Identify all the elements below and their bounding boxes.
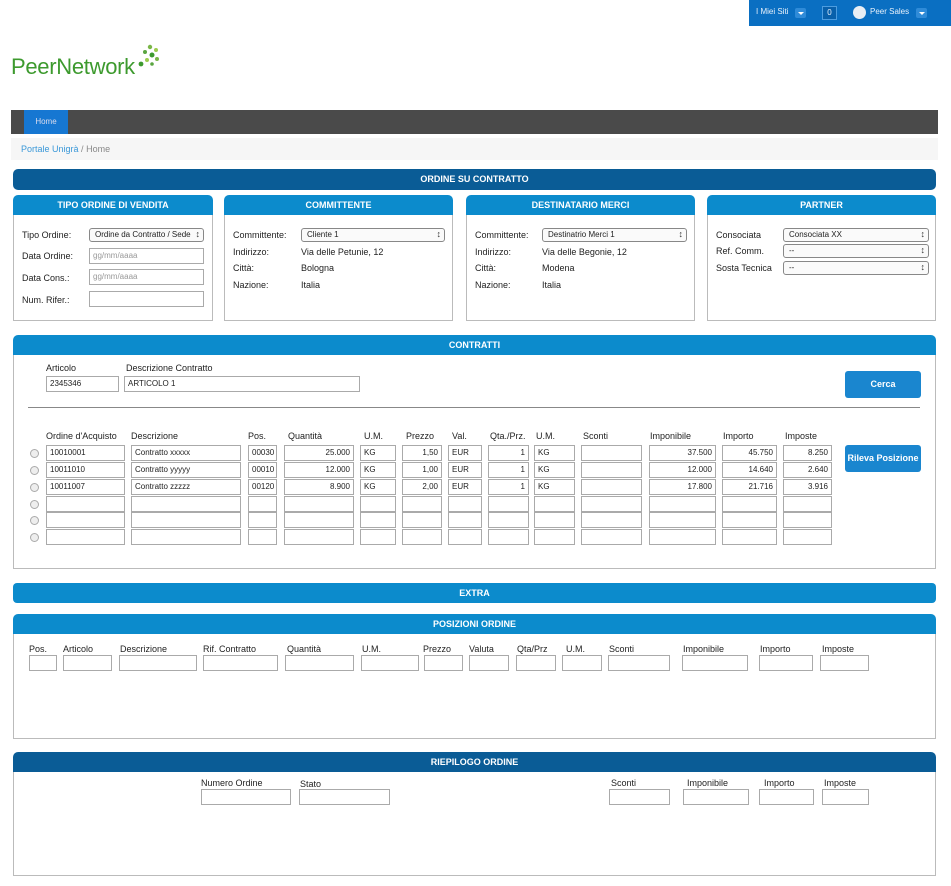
column-header-purchase-order: Ordine d'Acquisto <box>46 431 117 441</box>
breadcrumb <box>11 138 938 160</box>
contract-cell-discounts[interactable] <box>581 512 642 528</box>
contract-cell-taxable[interactable]: 12.000 <box>649 462 716 478</box>
row-select-radio[interactable] <box>30 449 39 458</box>
contract-cell-currency[interactable]: EUR <box>448 445 482 461</box>
position-header-discounts: Sconti <box>609 644 635 654</box>
contract-cell-position[interactable] <box>248 496 277 512</box>
contract-cell-price[interactable]: 1,00 <box>402 462 442 478</box>
position-header-amount: Importo <box>760 644 791 654</box>
contract-cell-qty-per-price[interactable] <box>488 496 529 512</box>
position-input-description[interactable] <box>119 655 197 671</box>
contract-cell-description[interactable]: Contratto xxxxx <box>131 445 241 461</box>
contract-cell-quantity[interactable] <box>284 529 354 545</box>
order-type-header: TIPO ORDINE DI VENDITA <box>13 195 213 215</box>
column-header-price: Prezzo <box>406 431 435 441</box>
search-button[interactable]: Cerca <box>845 371 921 398</box>
recipient-header: DESTINATARIO MERCI <box>466 195 695 215</box>
commercial-ref-select[interactable]: -- ↕ <box>783 244 929 258</box>
leaf-logo-icon <box>137 42 161 70</box>
customer-city-value: Bologna <box>301 263 335 273</box>
contract-cell-price-unit[interactable]: KG <box>534 462 575 478</box>
contract-cell-unit[interactable] <box>360 529 396 545</box>
contract-cell-discounts[interactable] <box>581 529 642 545</box>
contract-cell-purchase-order[interactable]: 10011010 <box>46 462 125 478</box>
position-header-article: Articolo <box>63 644 94 654</box>
contract-cell-taxes[interactable] <box>783 496 832 512</box>
contract-cell-taxable[interactable] <box>649 496 716 512</box>
extra-header[interactable]: EXTRA <box>13 583 936 603</box>
summary-taxes-input[interactable] <box>822 789 869 805</box>
contract-cell-amount[interactable] <box>722 512 777 528</box>
notification-count[interactable]: 0 <box>822 6 837 20</box>
contract-cell-price[interactable] <box>402 529 442 545</box>
position-header-position: Pos. <box>29 644 48 654</box>
customer-country-value: Italia <box>301 280 321 290</box>
delivery-date-label: Data Cons.: <box>22 273 70 283</box>
contract-cell-amount[interactable]: 21.716 <box>722 479 777 495</box>
contract-cell-quantity[interactable] <box>284 512 354 528</box>
column-header-price-unit: U.M. <box>536 431 555 441</box>
contract-cell-discounts[interactable] <box>581 479 642 495</box>
contract-cell-currency[interactable]: EUR <box>448 462 482 478</box>
contract-cell-currency[interactable] <box>448 529 482 545</box>
summary-amount-label: Importo <box>764 778 795 788</box>
column-header-position: Pos. <box>248 431 267 441</box>
position-header-taxable: Imponibile <box>683 644 725 654</box>
position-input-quantity[interactable] <box>285 655 354 671</box>
contract-cell-position[interactable]: 00010 <box>248 462 277 478</box>
position-header-taxes: Imposte <box>822 644 855 654</box>
recipient-address-label: Indirizzo: <box>475 247 512 257</box>
recipient-label: Committente: <box>475 230 529 240</box>
position-input-price[interactable] <box>424 655 463 671</box>
position-input-discounts[interactable] <box>608 655 670 671</box>
article-input[interactable]: 2345346 <box>46 376 119 392</box>
contract-cell-unit[interactable]: KG <box>360 462 396 478</box>
subsidiary-label: Consociata <box>716 230 762 240</box>
position-input-amount[interactable] <box>759 655 813 671</box>
contract-cell-taxes[interactable] <box>783 529 832 545</box>
row-select-radio[interactable] <box>30 533 39 542</box>
contract-cell-taxes[interactable]: 2.640 <box>783 462 832 478</box>
detect-position-button[interactable]: Rileva Posizione <box>845 445 921 472</box>
contract-cell-description[interactable]: Contratto yyyyy <box>131 462 241 478</box>
contracts-divider <box>28 407 920 408</box>
position-header-currency: Valuta <box>469 644 494 654</box>
row-select-radio[interactable] <box>30 500 39 509</box>
contract-cell-qty-per-price[interactable] <box>488 529 529 545</box>
contract-cell-qty-per-price[interactable]: 1 <box>488 445 529 461</box>
contract-cell-taxable[interactable] <box>649 529 716 545</box>
contract-cell-price-unit[interactable]: KG <box>534 479 575 495</box>
position-header-qty-per-price: Qta/Prz <box>517 644 548 654</box>
column-header-qty-per-price: Qta./Prz. <box>490 431 526 441</box>
breadcrumb-separator: / <box>81 144 84 154</box>
contracts-header: CONTRATTI <box>13 335 936 355</box>
status-label: Stato <box>300 779 322 789</box>
column-header-amount: Importo <box>723 431 754 441</box>
order-number-label: Numero Ordine <box>201 778 263 788</box>
position-input-taxable[interactable] <box>682 655 748 671</box>
logo[interactable]: PeerNetwork <box>11 54 135 79</box>
technical-stop-select[interactable]: -- ↕ <box>783 261 929 275</box>
contract-cell-price[interactable]: 2,00 <box>402 479 442 495</box>
position-header-description: Descrizione <box>120 644 168 654</box>
column-header-taxes: Imposte <box>785 431 818 441</box>
column-header-taxable: Imponibile <box>650 431 692 441</box>
recipient-city-label: Città: <box>475 263 497 273</box>
contract-cell-qty-per-price[interactable] <box>488 512 529 528</box>
avatar <box>853 6 866 19</box>
contract-cell-price-unit[interactable]: KG <box>534 445 575 461</box>
contract-cell-qty-per-price[interactable]: 1 <box>488 462 529 478</box>
customer-header: COMMITTENTE <box>224 195 453 215</box>
position-input-qty-per-price[interactable] <box>516 655 556 671</box>
recipient-city-value: Modena <box>542 263 575 273</box>
recipient-country-value: Italia <box>542 280 562 290</box>
column-header-unit: U.M. <box>364 431 383 441</box>
contract-cell-currency[interactable] <box>448 496 482 512</box>
summary-discounts-input[interactable] <box>609 789 670 805</box>
contract-cell-purchase-order[interactable] <box>46 496 125 512</box>
order-date-label: Data Ordine: <box>22 251 74 261</box>
column-header-currency: Val. <box>452 431 467 441</box>
contract-description-input[interactable]: ARTICOLO 1 <box>124 376 360 392</box>
customer-country-label: Nazione: <box>233 280 269 290</box>
contract-cell-purchase-order[interactable] <box>46 512 125 528</box>
position-input-article[interactable] <box>63 655 112 671</box>
contract-cell-discounts[interactable] <box>581 462 642 478</box>
column-header-quantity: Quantità <box>288 431 323 441</box>
summary-amount-input[interactable] <box>759 789 814 805</box>
contract-cell-taxes[interactable]: 8.250 <box>783 445 832 461</box>
breadcrumb-root-link[interactable]: Portale Unigrà <box>21 144 79 154</box>
customer-city-label: Città: <box>233 263 255 273</box>
status-input[interactable] <box>299 789 390 805</box>
position-header-unit: U.M. <box>362 644 381 654</box>
my-sites-menu[interactable]: I Miei Siti <box>756 7 789 16</box>
position-input-position[interactable] <box>29 655 57 671</box>
chevron-down-icon[interactable] <box>795 8 806 18</box>
technical-stop-label: Sosta Tecnica <box>716 263 772 273</box>
contract-cell-quantity[interactable]: 25.000 <box>284 445 354 461</box>
contract-cell-amount[interactable]: 45.750 <box>722 445 777 461</box>
contract-cell-purchase-order[interactable] <box>46 529 125 545</box>
contract-cell-position[interactable]: 00120 <box>248 479 277 495</box>
recipient-address-value: Via delle Begonie, 12 <box>542 247 627 257</box>
contract-cell-description[interactable] <box>131 529 241 545</box>
contract-cell-unit[interactable]: KG <box>360 479 396 495</box>
contract-cell-position[interactable] <box>248 512 277 528</box>
commercial-ref-label: Ref. Comm. <box>716 246 765 256</box>
article-label: Articolo <box>46 363 77 373</box>
order-number-input[interactable] <box>201 789 291 805</box>
contract-cell-unit[interactable] <box>360 496 396 512</box>
order-type-select[interactable]: Ordine da Contratto / Sede ↕ <box>89 228 204 242</box>
order-summary-panel <box>13 772 936 876</box>
contract-cell-price[interactable] <box>402 496 442 512</box>
contract-cell-price[interactable] <box>402 512 442 528</box>
breadcrumb-current: Home <box>86 144 111 154</box>
column-header-discounts: Sconti <box>583 431 609 441</box>
row-select-radio[interactable] <box>30 516 39 525</box>
reference-number-label: Num. Rifer.: <box>22 295 70 305</box>
contract-cell-description[interactable] <box>131 512 241 528</box>
order-date-input[interactable]: gg/mm/aaaa <box>89 248 204 264</box>
contract-cell-taxes[interactable] <box>783 512 832 528</box>
contract-cell-amount[interactable] <box>722 529 777 545</box>
contract-cell-unit[interactable] <box>360 512 396 528</box>
order-summary-header: RIEPILOGO ORDINE <box>13 752 936 772</box>
summary-taxable-label: Imponibile <box>687 778 729 788</box>
summary-discounts-label: Sconti <box>611 778 637 788</box>
contract-cell-unit[interactable]: KG <box>360 445 396 461</box>
recipient-select[interactable]: Destinatrio Merci 1 ↕ <box>542 228 687 242</box>
contract-cell-quantity[interactable]: 12.000 <box>284 462 354 478</box>
customer-address-label: Indirizzo: <box>233 247 270 257</box>
contract-cell-price-unit[interactable] <box>534 496 575 512</box>
contract-cell-discounts[interactable] <box>581 496 642 512</box>
customer-select[interactable]: Cliente 1 ↕ <box>301 228 445 242</box>
contract-cell-currency[interactable] <box>448 512 482 528</box>
position-input-currency[interactable] <box>469 655 509 671</box>
delivery-date-input[interactable]: gg/mm/aaaa <box>89 269 204 285</box>
order-section-header: ORDINE SU CONTRATTO <box>13 169 936 190</box>
contract-cell-quantity[interactable] <box>284 496 354 512</box>
partner-header: PARTNER <box>707 195 936 215</box>
chevron-down-icon[interactable] <box>916 8 927 18</box>
contract-cell-purchase-order[interactable]: 10011007 <box>46 479 125 495</box>
position-header-quantity: Quantità <box>287 644 322 654</box>
subsidiary-select[interactable]: Consociata XX ↕ <box>783 228 929 242</box>
contract-description-label: Descrizione Contratto <box>126 363 213 373</box>
contract-cell-quantity[interactable]: 8.900 <box>284 479 354 495</box>
position-input-price-unit[interactable] <box>562 655 602 671</box>
customer-address-value: Via delle Petunie, 12 <box>301 247 384 257</box>
contract-cell-taxes[interactable]: 3.916 <box>783 479 832 495</box>
contract-cell-position[interactable]: 00030 <box>248 445 277 461</box>
row-select-radio[interactable] <box>30 466 39 475</box>
reference-number-input[interactable] <box>89 291 204 307</box>
contract-cell-price-unit[interactable] <box>534 529 575 545</box>
contract-cell-description[interactable] <box>131 496 241 512</box>
order-positions-header: POSIZIONI ORDINE <box>13 614 936 634</box>
row-select-radio[interactable] <box>30 483 39 492</box>
position-header-price-unit: U.M. <box>566 644 585 654</box>
position-input-unit[interactable] <box>361 655 419 671</box>
top-bar <box>749 0 951 26</box>
position-header-contract-ref: Rif. Contratto <box>203 644 257 654</box>
contract-cell-amount[interactable] <box>722 496 777 512</box>
contract-cell-amount[interactable]: 14.640 <box>722 462 777 478</box>
contract-cell-taxable[interactable] <box>649 512 716 528</box>
contract-cell-qty-per-price[interactable]: 1 <box>488 479 529 495</box>
contract-cell-purchase-order[interactable]: 10010001 <box>46 445 125 461</box>
position-input-taxes[interactable] <box>820 655 869 671</box>
contract-cell-price-unit[interactable] <box>534 512 575 528</box>
contract-cell-discounts[interactable] <box>581 445 642 461</box>
contract-cell-currency[interactable]: EUR <box>448 479 482 495</box>
summary-taxable-input[interactable] <box>683 789 749 805</box>
main-nav <box>11 110 938 134</box>
summary-taxes-label: Imposte <box>824 778 857 788</box>
recipient-country-label: Nazione: <box>475 280 511 290</box>
order-type-label: Tipo Ordine: <box>22 230 72 240</box>
user-menu[interactable]: Peer Sales <box>870 7 910 16</box>
contract-cell-position[interactable] <box>248 529 277 545</box>
nav-home-tab[interactable]: Home <box>24 110 68 134</box>
position-header-price: Prezzo <box>423 644 452 654</box>
column-header-description: Descrizione <box>131 431 179 441</box>
contract-cell-price[interactable]: 1,50 <box>402 445 442 461</box>
position-input-contract-ref[interactable] <box>203 655 278 671</box>
contract-cell-description[interactable]: Contratto zzzzz <box>131 479 241 495</box>
contract-cell-taxable[interactable]: 37.500 <box>649 445 716 461</box>
customer-label: Committente: <box>233 230 287 240</box>
contract-cell-taxable[interactable]: 17.800 <box>649 479 716 495</box>
